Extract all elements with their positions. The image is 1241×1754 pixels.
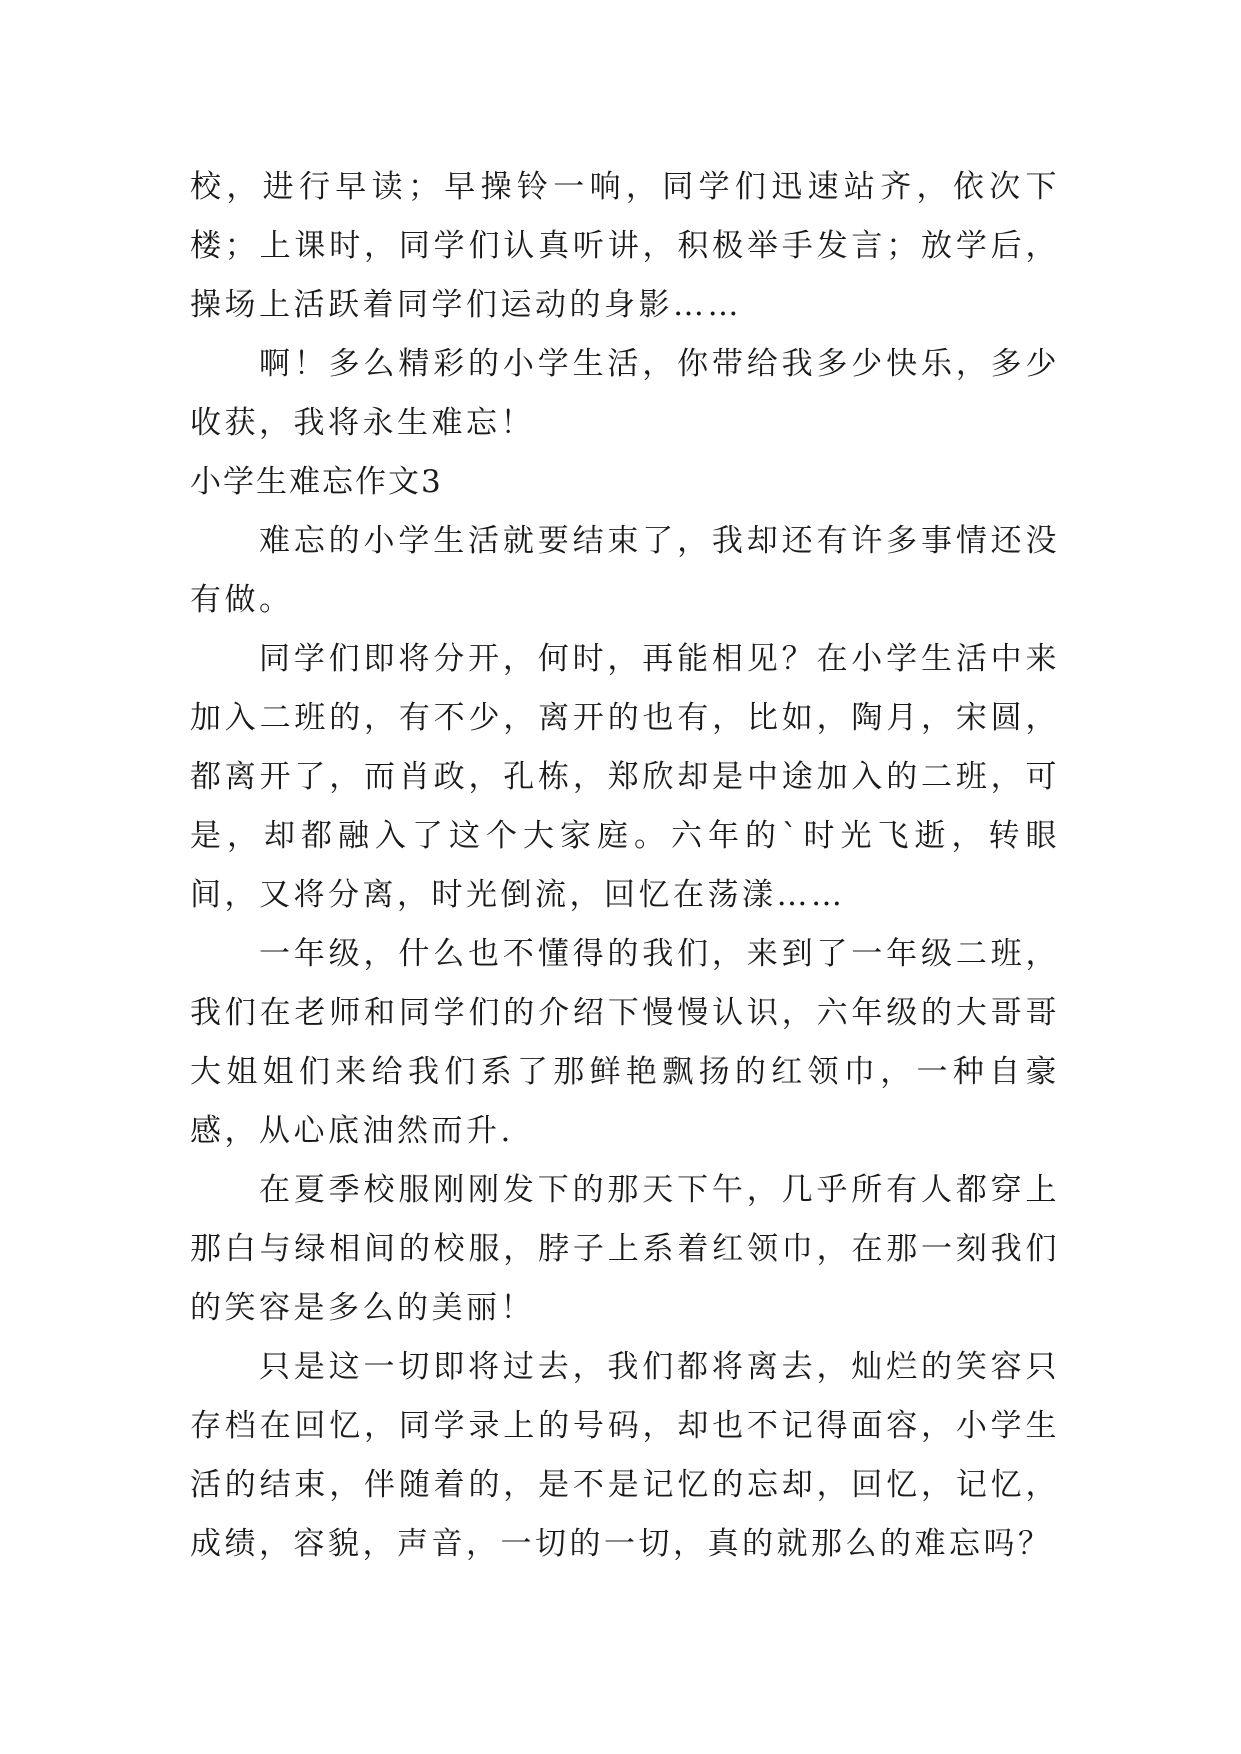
document-body [190,158,1060,1574]
paragraph-2: 啊！多么精彩的小学生活，你带给我多少快乐，多少收获，我将永生难忘！ [190,346,1060,441]
paragraph-6: 在夏季校服刚刚发下的那天下午，几乎所有人都穿上那白与绿相间的校服，脖子上系着红领巾，在那一刻我们的笑容是多么的美丽！ [190,1172,1060,1326]
section-heading: 小学生难忘作文3 [190,464,443,500]
paragraph-5: 一年级，什么也不懂得的我们，来到了一年级二班，我们在老师和同学们的介绍下慢慢认识，六年级的大哥哥大姐姐们来给我们系了那鲜艳飘扬的红领巾，一种自豪感，从心底油然而升. [190,936,1060,1149]
paragraph-1: 校，进行早读；早操铃一响，同学们迅速站齐，依次下楼；上课时，同学们认真听讲，积极举手发言；放学后，操场上活跃着同学们运动的身影…… [190,169,1060,323]
paragraph-3: 难忘的小学生活就要结束了，我却还有许多事情还没有做。 [190,523,1060,618]
paragraph-7: 只是这一切即将过去，我们都将离去，灿烂的笑容只存档在回忆，同学录上的号码，却也不记得面容，小学生活的结束，伴随着的，是不是记忆的忘却，回忆，记忆，成绩，容貌，声音，一切的一切，真的就那么的难忘吗？ [190,1349,1060,1562]
paragraph-4: 同学们即将分开，何时，再能相见？在小学生活中来加入二班的，有不少，离开的也有，比如，陶月，宋圆，都离开了，而肖政，孔栋，郑欣却是中途加入的二班，可是，却都融入了这个大家庭。六年的`时光飞逝，转眼间，又将分离，时光倒流，回忆在荡漾…… [190,641,1060,913]
